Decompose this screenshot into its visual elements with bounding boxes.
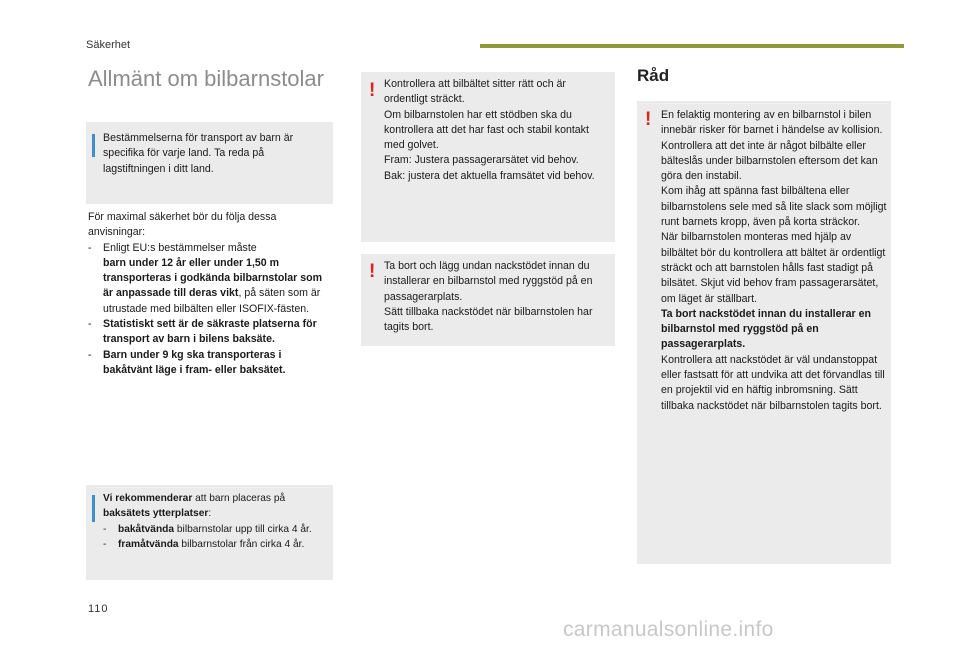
list-item-rest: , på säten som är utrustade med bilbälten eller ISOFIX-fästen. — [103, 287, 321, 315]
warning-box-advice — [637, 101, 891, 564]
advice-text: En felaktig montering av en bilbarnstol i bilen innebär risker för barnet i händelse av kollision. Kontrollera att det inte är något bilbälte eller bälteslås under bilbarnstolen eftersom det kan göra den instabil. Kom ihåg att spänna fast bilbältena eller bilbarnstolens sele med så lite slack som möjligt runt barnets kropp, även på korta sträckor. När bilbarnstolen monteras med hjälp av bilbältet bör du kontrollera att bältet är ordentligt sträckt och att barnstolen hålls fast stadigt på bilsätet. Skjut vid behov fram passagerarsätet, om läget är ställbart. Ta bort nackstödet innan du installerar en bilbarnstol med ryggstöd på en passagerarplats. Kontrollera att nackstödet är väl undanstoppat eller fastsatt för att undvika att det förvandlas till en projektil vid en häftig inbromsning. Sätt tillbaka nackstödet när bilbarnstolen tagits bort. — [661, 109, 887, 412]
watermark: carmanualsonline.info — [563, 618, 774, 641]
recommendation-text: Vi rekommenderar att barn placeras på baksätets ytterplatser: - bakåtvända bilbarnstolar upp till cirka 4 år. - framåtvända bilbarnstolar från cirka 4 år. — [103, 491, 331, 552]
safety-instructions — [88, 210, 333, 378]
list-item: - Barn under 9 kg ska transporteras i bakåtvänt läge i fram- eller baksätet. — [88, 348, 333, 379]
section-divider-bar — [480, 44, 904, 48]
warning-box-headrest — [361, 254, 615, 346]
list-item: - bakåtvända bilbarnstolar upp till cirka 4 år. — [103, 523, 312, 535]
list-item-lead: Enligt EU:s bestämmelser måste — [103, 241, 257, 254]
warning-text: Ta bort och lägg undan nackstödet innan du installerar en bilbarnstol med ryggstöd på en passagerarplats. Sätt tillbaka nackstödet när bilbarnstolen har tagits bort. — [384, 260, 593, 334]
list-item-bold: Barn under 9 kg ska transporteras i bakåtvänt läge i fram- eller baksätet. — [103, 348, 286, 376]
page-title: Allmänt om bilbarnstolar — [88, 66, 324, 91]
instructions-intro: För maximal säkerhet bör du följa dessa anvisningar: — [88, 211, 277, 239]
info-box-recommendation — [86, 485, 333, 580]
list-item: - Statistiskt sett är de säkraste platserna för transport av barn i bilens baksäte. — [88, 317, 333, 348]
list-item: - Enligt EU:s bestämmelser måste barn under 12 år eller under 1,50 m transporteras i godkända bilbarnstolar som är anpassade till deras vikt, på säten som är utrustade med bilbälten eller ISOFIX-fästen. — [88, 241, 322, 315]
list-item-bold: barn under 12 år eller under 1,50 m transporteras i godkända bilbarnstolar som är anpassade till deras vikt — [103, 256, 322, 300]
list-item-bold: Statistiskt sett är de säkraste platserna för transport av barn i bilens baksäte. — [103, 318, 317, 346]
advice-heading: Råd — [637, 66, 670, 85]
warning-icon: ! — [369, 80, 376, 101]
warning-icon: ! — [369, 261, 376, 282]
warning-text: Kontrollera att bilbältet sitter rätt och är ordentligt sträckt. Om bilbarnstolen har ett stödben ska du kontrollera att det har fast och stabil kontakt med golvet. Fram: Justera passagerarsätet vid behov. Bak: justera det aktuella framsätet vid behov. — [384, 78, 595, 182]
warning-icon: ! — [645, 109, 652, 130]
info-box-regulations — [86, 122, 333, 204]
list-item: - framåtvända bilbarnstolar från cirka 4 år. — [103, 538, 305, 550]
info-icon — [92, 134, 95, 157]
section-label: Säkerhet — [86, 39, 131, 51]
info-icon — [92, 495, 95, 522]
info-box-text: Bestämmelserna för transport av barn är specifika för varje land. Ta reda på lagstiftningen i ditt land. — [103, 132, 294, 175]
warning-box-seatbelt — [361, 72, 615, 242]
page-number: 110 — [88, 603, 109, 615]
